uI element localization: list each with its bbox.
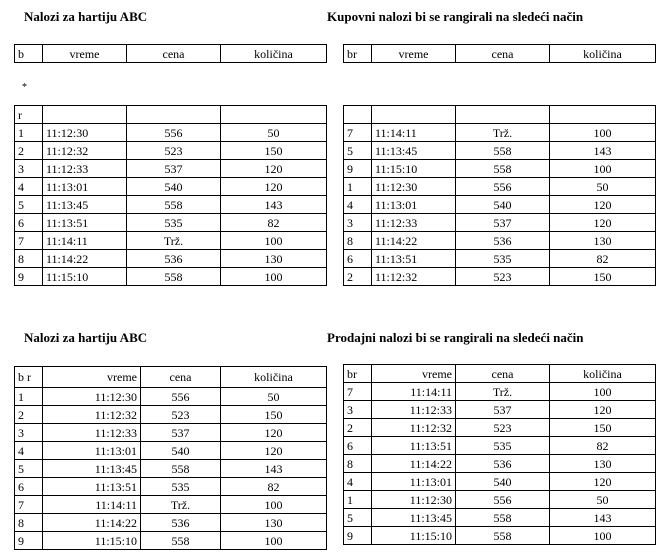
cell-kolicina: 50: [221, 124, 327, 142]
cell-vreme: 11:13:01: [43, 442, 141, 460]
header-cell-vreme: vreme: [372, 365, 456, 383]
table-row: [344, 401, 656, 419]
cell-cena: 540: [456, 473, 550, 491]
cell-br: 4: [15, 442, 43, 460]
cell-br: 1: [15, 388, 43, 406]
cell-cena: 523: [456, 419, 550, 437]
cell-kolicina: 120: [221, 442, 327, 460]
cell-kolicina: 143: [221, 196, 327, 214]
cell-kolicina: 100: [221, 532, 327, 550]
header-row: [15, 45, 327, 63]
cell-cena: 558: [141, 532, 221, 550]
cell-cena: 558: [141, 460, 221, 478]
cell-cena: 537: [456, 401, 550, 419]
cell-cena: 558: [456, 160, 550, 178]
cell-kolicina: 100: [550, 383, 656, 401]
blank-cell: [372, 106, 456, 124]
subheader-cell-empty: [43, 106, 127, 124]
header-cell-cena: cena: [456, 365, 550, 383]
blank-cell: [550, 106, 656, 124]
table-row: [344, 268, 656, 286]
cell-cena: 537: [127, 160, 221, 178]
cell-br: 9: [344, 160, 372, 178]
cell-cena: 536: [141, 514, 221, 532]
cell-kolicina: 150: [221, 142, 327, 160]
table-row: [15, 496, 327, 514]
table-row: [15, 460, 327, 478]
subheader-row: [15, 106, 327, 124]
header-cell-br: br: [344, 365, 372, 383]
cell-kolicina: 82: [221, 478, 327, 496]
table-row: [15, 424, 327, 442]
cell-br: 5: [15, 460, 43, 478]
table-row: [15, 442, 327, 460]
cell-vreme: 11:12:30: [43, 124, 127, 142]
table-row: [344, 437, 656, 455]
cell-br: 1: [344, 178, 372, 196]
subheader-cell-empty: [127, 106, 221, 124]
cell-vreme: 11:15:10: [43, 268, 127, 286]
cell-br: 6: [344, 250, 372, 268]
title-top-right: Kupovni nalozi bi se rangirali na sledeći način: [327, 9, 584, 24]
table-body: [344, 383, 656, 545]
cell-cena: 558: [456, 509, 550, 527]
table-row: [15, 532, 327, 550]
cell-br: 3: [344, 214, 372, 232]
cell-br: 9: [15, 532, 43, 550]
cell-kolicina: 100: [550, 527, 656, 545]
cell-cena: 556: [456, 178, 550, 196]
cell-vreme: 11:13:51: [372, 437, 456, 455]
cell-kolicina: 50: [221, 388, 327, 406]
cell-vreme: 11:12:33: [372, 214, 456, 232]
cell-kolicina: 120: [550, 196, 656, 214]
cell-br: 3: [15, 160, 43, 178]
table-row: [15, 478, 327, 496]
cell-kolicina: 82: [221, 214, 327, 232]
title-bottom-left: Nalozi za hartiju ABC: [24, 330, 148, 345]
cell-kolicina: 143: [550, 509, 656, 527]
table-row: [344, 455, 656, 473]
cell-kolicina: 150: [221, 406, 327, 424]
cell-kolicina: 130: [550, 455, 656, 473]
cell-cena: Trž.: [141, 496, 221, 514]
table-row: [344, 178, 656, 196]
header-cell-cena: cena: [127, 45, 221, 63]
cell-br: 8: [344, 232, 372, 250]
orders-table-top-left: [14, 105, 327, 286]
cell-vreme: 11:12:33: [43, 424, 141, 442]
cell-br: 4: [15, 178, 43, 196]
cell-cena: 537: [141, 424, 221, 442]
blank-cell: [344, 106, 372, 124]
table-row: [344, 124, 656, 142]
cell-br: 7: [344, 383, 372, 401]
cell-vreme: 11:12:30: [372, 178, 456, 196]
cell-cena: 558: [127, 196, 221, 214]
blank-cell: [456, 106, 550, 124]
blank-row: [344, 106, 656, 124]
cell-br: 9: [15, 268, 43, 286]
cell-kolicina: 100: [221, 232, 327, 250]
cell-kolicina: 100: [550, 160, 656, 178]
subheader-cell-r: r: [15, 106, 43, 124]
cell-cena: 536: [456, 455, 550, 473]
title-bottom-right: Prodajni nalozi bi se rangirali na sledeći način: [327, 330, 584, 345]
cell-br: 8: [344, 455, 372, 473]
header-table-top-right: [343, 44, 656, 63]
cell-br: 7: [344, 124, 372, 142]
cell-kolicina: 120: [221, 160, 327, 178]
header-row: [344, 365, 656, 383]
table-row: [344, 250, 656, 268]
cell-cena: Trž.: [456, 383, 550, 401]
cell-vreme: 11:12:32: [43, 406, 141, 424]
cell-vreme: 11:13:01: [372, 473, 456, 491]
orders-table-top-right: [343, 105, 656, 286]
header-cell-kolicina: količina: [550, 365, 656, 383]
cell-vreme: 11:13:51: [372, 250, 456, 268]
table-row: [15, 268, 327, 286]
cell-kolicina: 150: [550, 419, 656, 437]
cell-cena: 556: [141, 388, 221, 406]
cell-br: 5: [15, 196, 43, 214]
cell-br: 3: [344, 401, 372, 419]
header-table-top-left: [14, 44, 327, 63]
header-cell-cena: cena: [141, 367, 221, 388]
cell-vreme: 11:14:22: [43, 250, 127, 268]
table-body: [15, 124, 327, 286]
cell-br: 6: [15, 478, 43, 496]
title-top-left: Nalozi za hartiju ABC: [24, 9, 148, 24]
header-cell-kolicina: količina: [221, 45, 327, 63]
cell-vreme: 11:15:10: [372, 160, 456, 178]
cell-br: 4: [344, 196, 372, 214]
table-row: [344, 527, 656, 545]
cell-cena: Trž.: [127, 232, 221, 250]
cell-vreme: 11:13:45: [43, 460, 141, 478]
cell-vreme: 11:15:10: [372, 527, 456, 545]
header-cell-vreme: vreme: [43, 367, 141, 388]
cell-br: 2: [344, 268, 372, 286]
cell-vreme: 11:13:45: [43, 196, 127, 214]
cell-kolicina: 82: [550, 250, 656, 268]
cell-kolicina: 50: [550, 491, 656, 509]
cell-br: 6: [15, 214, 43, 232]
cell-vreme: 11:14:22: [372, 232, 456, 250]
cell-vreme: 11:14:22: [43, 514, 141, 532]
cell-cena: 558: [456, 527, 550, 545]
cell-kolicina: 100: [221, 496, 327, 514]
cell-kolicina: 100: [550, 124, 656, 142]
cell-br: 7: [15, 232, 43, 250]
cell-br: 5: [344, 509, 372, 527]
cell-vreme: 11:12:30: [43, 388, 141, 406]
cell-kolicina: 130: [221, 250, 327, 268]
cell-cena: 535: [456, 250, 550, 268]
asterisk-mark: *: [22, 82, 27, 93]
cell-vreme: 11:12:33: [43, 160, 127, 178]
table-row: [15, 514, 327, 532]
table-row: [15, 142, 327, 160]
cell-cena: 556: [456, 491, 550, 509]
header-row: [344, 45, 656, 63]
cell-vreme: 11:12:32: [372, 268, 456, 286]
table-body: [344, 124, 656, 286]
header-row: [15, 367, 327, 388]
header-cell-kolicina: količina: [221, 367, 327, 388]
cell-vreme: 11:15:10: [43, 532, 141, 550]
cell-kolicina: 120: [550, 401, 656, 419]
cell-cena: 556: [127, 124, 221, 142]
cell-vreme: 11:12:32: [43, 142, 127, 160]
header-cell-cena: cena: [456, 45, 550, 63]
cell-br: 4: [344, 473, 372, 491]
cell-br: 8: [15, 514, 43, 532]
table-row: [344, 491, 656, 509]
cell-br: 2: [15, 142, 43, 160]
cell-kolicina: 130: [221, 514, 327, 532]
cell-cena: 540: [127, 178, 221, 196]
cell-cena: 540: [141, 442, 221, 460]
cell-vreme: 11:13:51: [43, 214, 127, 232]
cell-kolicina: 120: [221, 178, 327, 196]
cell-vreme: 11:14:11: [372, 383, 456, 401]
table-row: [344, 196, 656, 214]
cell-kolicina: 120: [550, 214, 656, 232]
cell-vreme: 11:13:45: [372, 142, 456, 160]
table-row: [344, 383, 656, 401]
table-row: [344, 214, 656, 232]
table-row: [344, 232, 656, 250]
cell-cena: 558: [127, 268, 221, 286]
cell-kolicina: 50: [550, 178, 656, 196]
cell-vreme: 11:13:01: [43, 178, 127, 196]
cell-cena: 523: [127, 142, 221, 160]
cell-br: 1: [344, 491, 372, 509]
header-cell-vreme: vreme: [372, 45, 456, 63]
cell-kolicina: 143: [550, 142, 656, 160]
orders-table-bottom-left: [14, 366, 327, 550]
header-cell-kolicina: količina: [550, 45, 656, 63]
cell-vreme: 11:13:01: [372, 196, 456, 214]
table-row: [15, 160, 327, 178]
cell-kolicina: 82: [550, 437, 656, 455]
cell-kolicina: 120: [550, 473, 656, 491]
cell-vreme: 11:13:45: [372, 509, 456, 527]
cell-br: 3: [15, 424, 43, 442]
cell-br: 8: [15, 250, 43, 268]
cell-cena: 523: [141, 406, 221, 424]
cell-cena: 523: [456, 268, 550, 286]
header-cell-br: br: [344, 45, 372, 63]
table-row: [15, 214, 327, 232]
cell-kolicina: 120: [221, 424, 327, 442]
cell-vreme: 11:14:11: [43, 232, 127, 250]
cell-kolicina: 100: [221, 268, 327, 286]
cell-cena: 535: [456, 437, 550, 455]
cell-vreme: 11:14:11: [372, 124, 456, 142]
cell-cena: 540: [456, 196, 550, 214]
cell-br: 9: [344, 527, 372, 545]
cell-br: 1: [15, 124, 43, 142]
cell-vreme: 11:14:22: [372, 455, 456, 473]
table-row: [15, 232, 327, 250]
cell-br: 7: [15, 496, 43, 514]
table-row: [344, 160, 656, 178]
table-row: [15, 388, 327, 406]
cell-vreme: 11:12:30: [372, 491, 456, 509]
header-cell-vreme: vreme: [43, 45, 127, 63]
cell-cena: 536: [456, 232, 550, 250]
cell-br: 2: [15, 406, 43, 424]
table-row: [344, 142, 656, 160]
cell-br: 2: [344, 419, 372, 437]
cell-vreme: 11:12:32: [372, 419, 456, 437]
cell-br: 6: [344, 437, 372, 455]
cell-kolicina: 150: [550, 268, 656, 286]
table-row: [344, 473, 656, 491]
subheader-cell-empty: [221, 106, 327, 124]
table-body: [15, 388, 327, 550]
table-row: [15, 250, 327, 268]
table-row: [15, 406, 327, 424]
table-row: [15, 196, 327, 214]
cell-cena: 536: [127, 250, 221, 268]
cell-cena: Trž.: [456, 124, 550, 142]
table-row: [15, 124, 327, 142]
orders-table-bottom-right: [343, 364, 656, 545]
table-row: [344, 509, 656, 527]
cell-vreme: 11:14:11: [43, 496, 141, 514]
cell-cena: 537: [456, 214, 550, 232]
cell-cena: 535: [141, 478, 221, 496]
cell-br: 5: [344, 142, 372, 160]
header-cell-br: b r: [15, 367, 43, 388]
table-row: [15, 178, 327, 196]
cell-cena: 558: [456, 142, 550, 160]
cell-kolicina: 143: [221, 460, 327, 478]
cell-kolicina: 130: [550, 232, 656, 250]
cell-vreme: 11:12:33: [372, 401, 456, 419]
table-row: [344, 419, 656, 437]
header-cell-br: b: [15, 45, 43, 63]
cell-vreme: 11:13:51: [43, 478, 141, 496]
cell-cena: 535: [127, 214, 221, 232]
